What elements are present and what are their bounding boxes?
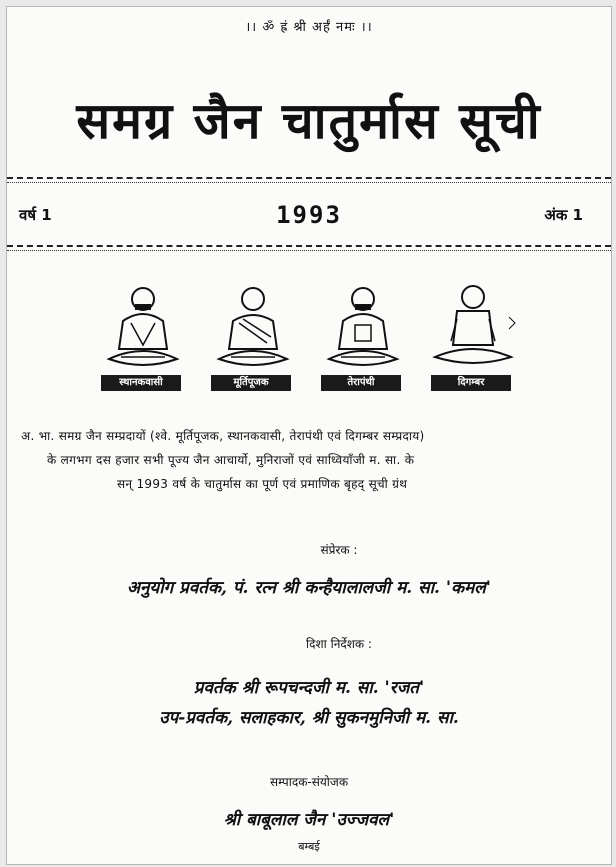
divider-middle-dotted — [7, 250, 611, 251]
inspirer-label: संप्रेरक : — [320, 543, 358, 557]
monk-figure-icon — [211, 279, 301, 375]
page-title: समग्र जैन चातुर्मास सूची — [76, 91, 542, 150]
editor-name: श्री बाबूलाल जैन 'उज्जवल' — [223, 810, 395, 830]
editor-label: सम्पादक-संयोजक — [269, 775, 349, 789]
figure-label: मूर्तिपूजक — [211, 375, 291, 391]
monk-figure-icon — [431, 279, 521, 375]
cover-page — [6, 6, 612, 865]
figure-label: स्थानकवासी — [101, 375, 181, 391]
description-line-2: के लगभग दस हजार सभी पूज्य जैन आचार्यो, मुनिराजों एवं साध्वियाँजी म. सा. के — [47, 453, 415, 467]
figure-murtipujak — [211, 279, 301, 389]
divider-middle — [7, 245, 611, 247]
place-label: बम्बई — [298, 840, 320, 853]
figure-terapanthi — [321, 279, 411, 389]
divider-top-dotted — [7, 182, 611, 183]
issue-label: अंक 1 — [544, 206, 583, 224]
figure-sthanakvasi — [101, 279, 191, 389]
description-line-1: अ. भा. समग्र जैन सम्प्रदायों (श्वे. मूर्तिपूजक, स्थानकवासी, तेरापंथी एवं दिगम्बर सम्प्रदाय) — [21, 429, 425, 443]
inspirer-name: अनुयोग प्रवर्तक, पं. रत्न श्री कन्हैयालालजी म. सा. 'कमल' — [127, 578, 491, 598]
sect-figures-row — [101, 279, 521, 389]
figure-digambar — [431, 279, 521, 389]
volume-label: वर्ष 1 — [19, 206, 52, 224]
guidance-name-2: उप-प्रवर्तक, सलाहकार, श्री सुकनमुनिजी म. सा. — [159, 708, 459, 728]
figure-label: दिगम्बर — [431, 375, 511, 391]
guidance-name-1: प्रवर्तक श्री रूपचन्दजी म. सा. 'रजत' — [193, 678, 425, 698]
monk-figure-icon — [321, 279, 411, 375]
monk-figure-icon — [101, 279, 191, 375]
invocation-line: ।। ॐ ह्रं श्री अर्हं नमः ।। — [245, 20, 373, 35]
figure-label: तेरापंथी — [321, 375, 401, 391]
guidance-label: दिशा निर्देशक : — [306, 637, 372, 651]
year-label: 1993 — [276, 201, 342, 229]
description-line-3: सन् 1993 वर्ष के चातुर्मास का पूर्ण एवं प्रमाणिक बृहद् सूची ग्रंथ — [117, 477, 408, 491]
divider-top — [7, 177, 611, 179]
